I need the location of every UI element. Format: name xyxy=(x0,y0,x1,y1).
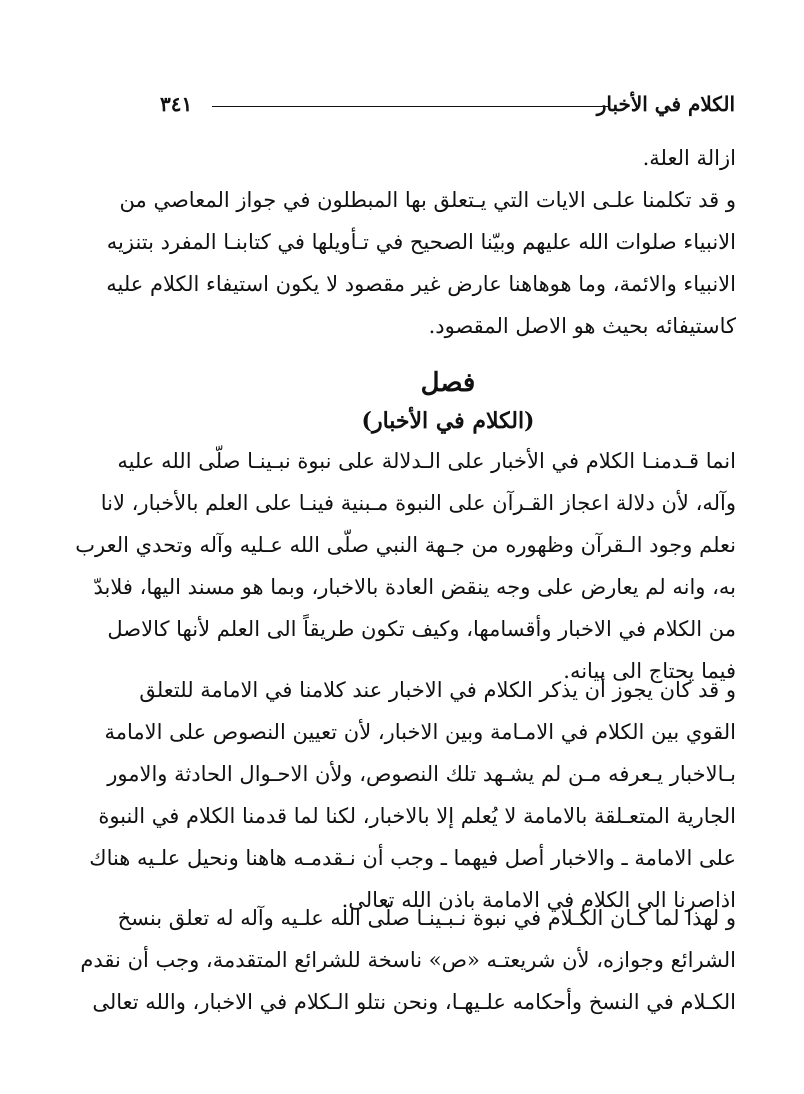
text-line: انما قـدمنـا الكلام في الأخبار على الـدلالة على نبوة نبـينـا صلّى الله عليه xyxy=(117,449,736,473)
section-subtitle: (الكلام في الأخبار) xyxy=(361,408,535,434)
text-line: و قد تكلمنا علـى الايات التي يـتعلق بها المبطلون في جواز المعاصي من xyxy=(119,188,736,212)
text-line: الشرائع وجوازه، لأن شريعتـه «ص» ناسخة للشرائع المتقدمة، وجب أن نقدم xyxy=(80,948,736,972)
text-line: به، وانه لم يعارض على وجه ينقض العادة بالاخبار، وبما هو مسند اليها، فلابدّ xyxy=(93,575,736,599)
intro-paragraph xyxy=(106,137,736,347)
text-line: فيما يحتاج الى بيانه. xyxy=(563,659,736,683)
text-line: الانبياء والائمة، وما هوهاهنا عارض غير مقصود لا يكون استيفاء الكلام عليه xyxy=(106,272,736,296)
text-line: الانبياء صلوات الله عليهم وبيّنا الصحيح في تـأويلها في كتابنـا المفرد بتنزيه xyxy=(106,230,736,254)
text-line: القوي بين الكلام في الامـامة وبين الاخبار، لأن تعيين النصوص على الامامة xyxy=(104,720,736,744)
text-line: كاستيفائه بحيث هو الاصل المقصود. xyxy=(428,314,736,338)
paragraph-1 xyxy=(75,440,736,692)
text-line: اذاصرنا الى الكلام في الامامة باذن الله تعالى. xyxy=(341,888,736,912)
section-title: فصل xyxy=(420,368,476,398)
paragraph-2 xyxy=(89,669,736,921)
text-line: الجارية المتعـلقة بالامامة لا يُعلم إلا بالاخبار، لكنا لما قدمنا الكلام في النبوة xyxy=(98,804,736,828)
running-header xyxy=(160,90,735,122)
text-line: و قد كان يجوز أن يذكر الكلام في الاخبار عند كلامنا في الامامة للتعلق xyxy=(139,678,736,702)
header-rule xyxy=(212,106,610,107)
text-line: ازالة العلة. xyxy=(642,146,736,170)
text-line: وآله، لأن دلالة اعجاز القـرآن على النبوة مـبنية فينـا على العلم بالأخبار، لانا xyxy=(100,491,736,515)
text-line: الكـلام في النسخ وأحكامه علـيهـا، ونحن نتلو الـكلام في الاخبار، والله تعالى xyxy=(92,990,736,1014)
text-line: و لهذا لما كـان الكـلام في نبوة نـبـينـا صلّى الله علـيه وآله له تعلق بنسخ xyxy=(117,906,736,930)
text-line: بـالاخبار يـعرفه مـن لم يشـهد تلك النصوص، ولأن الاحـوال الحادثة والامور xyxy=(107,762,736,786)
page-number: ٣٤١ xyxy=(160,92,193,116)
text-line: من الكلام في الاخبار وأقسامها، وكيف تكون طريقاً الى العلم لأنها كالاصل xyxy=(107,617,736,641)
running-header-title: الكلام في الأخبار xyxy=(596,92,735,116)
paragraph-3 xyxy=(80,897,736,1023)
text-line: نعلم وجود الـقرآن وظهوره من جـهة النبي صلّى الله عـليه وآله وتحدي العرب xyxy=(75,533,736,557)
text-line: على الامامة ـ والاخبار أصل فيهما ـ وجب أن نـقدمـه هاهنا ونحيل علـيه هناك xyxy=(89,846,736,870)
